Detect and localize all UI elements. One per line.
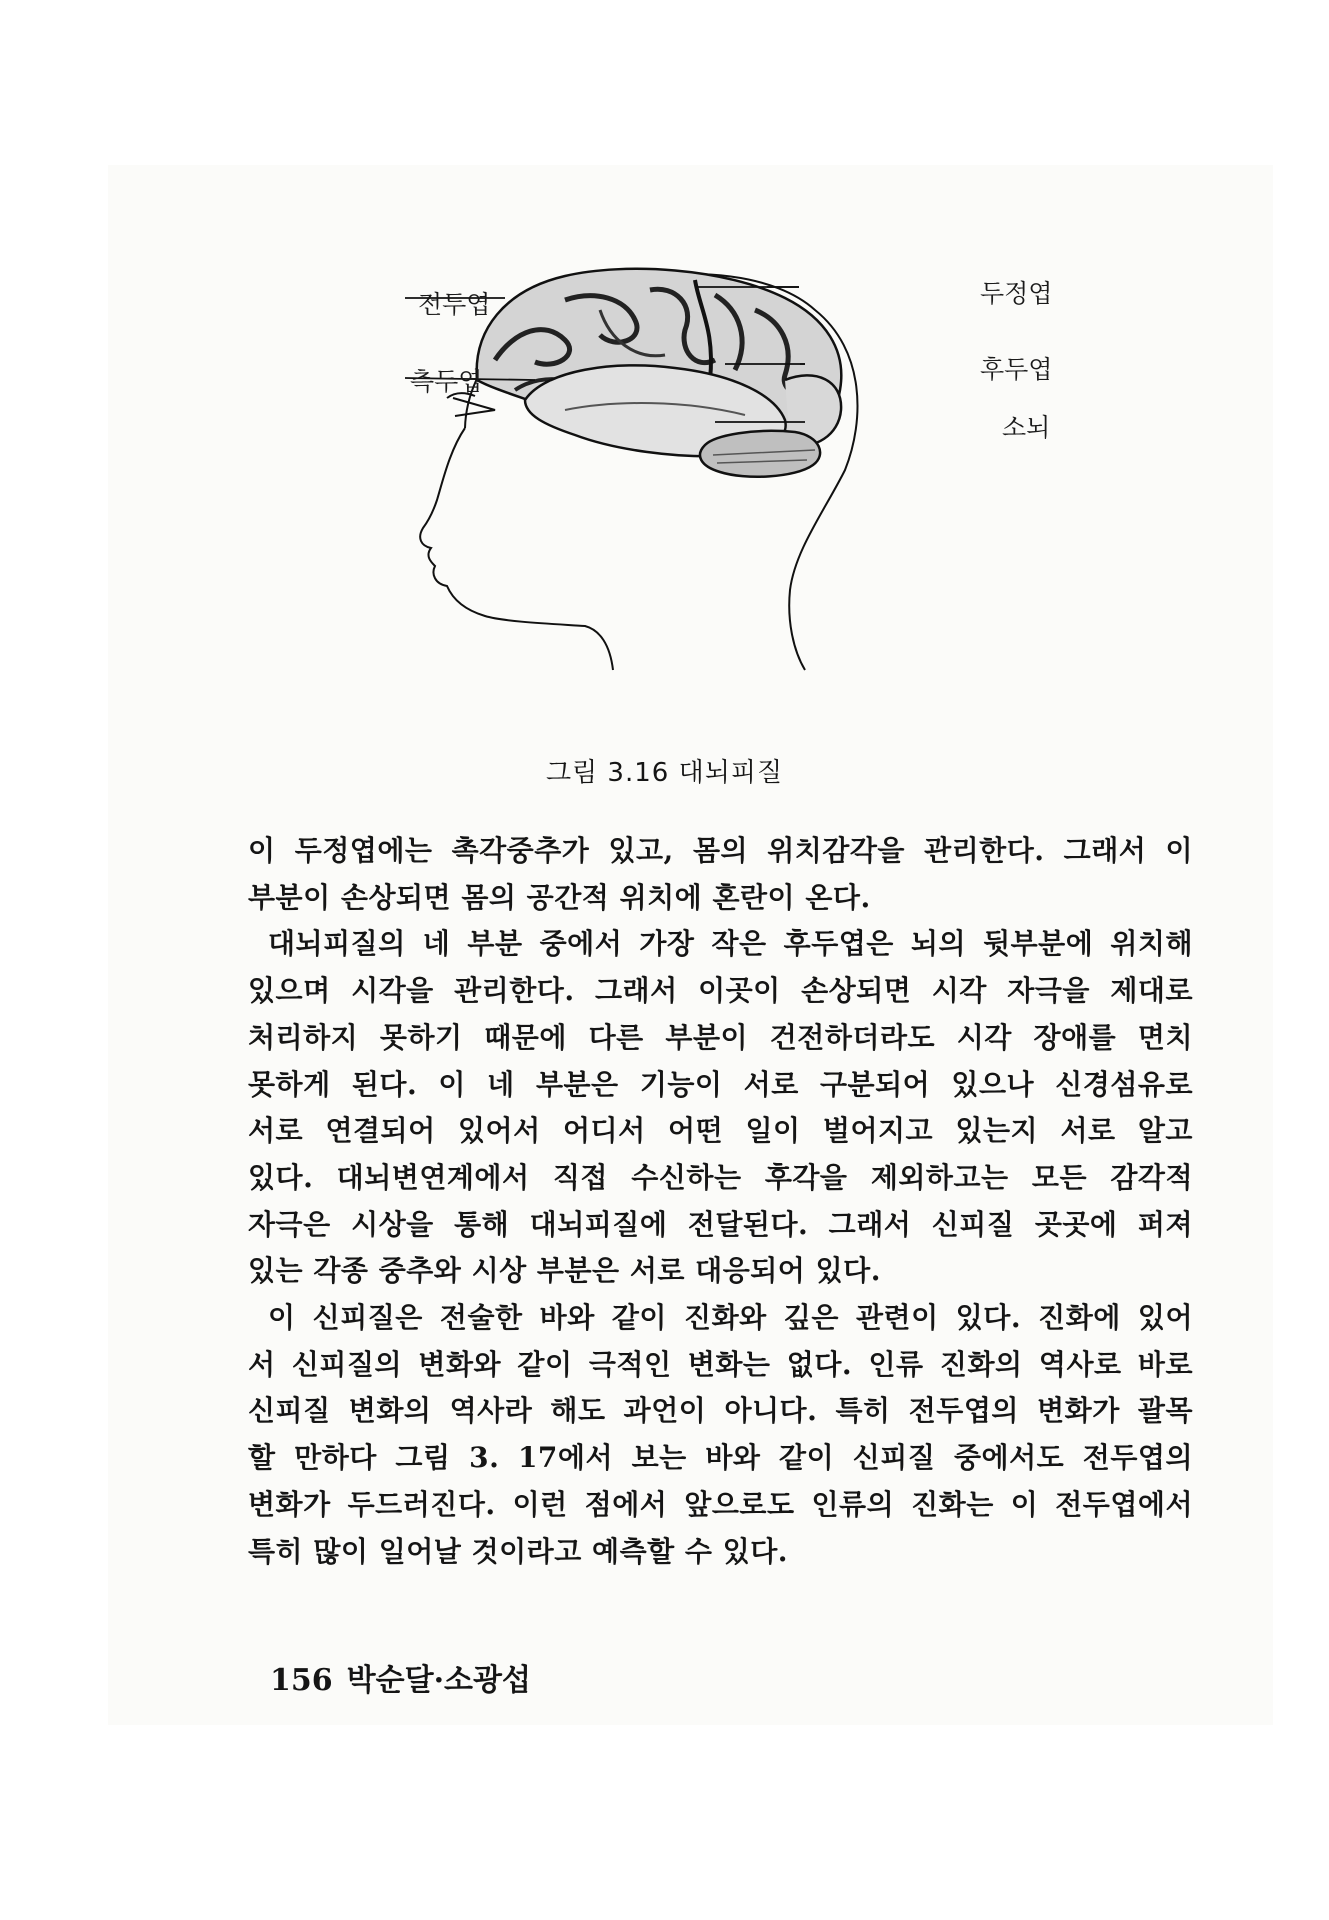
text-line: 신피질 변화의 역사라 해도 과언이 아니다. 특히 전두엽의 변화가 괄목 (248, 1394, 1193, 1428)
text-line: 처리하지 못하기 때문에 다른 부분이 건전하더라도 시각 장애를 면치 (248, 1020, 1193, 1054)
paragraph-2 (248, 921, 1193, 1295)
figure-caption: 그림 3.16 대뇌피질 (545, 758, 784, 788)
text-line: 서 신피질의 변화와 같이 극적인 변화는 없다. 인류 진화의 역사로 바로 (248, 1347, 1193, 1381)
text-line: 이 신피질은 전술한 바와 같이 진화와 깊은 관련이 있다. 진화에 있어 (268, 1301, 1193, 1335)
label-temporal-lobe: 측두엽 (410, 367, 483, 396)
label-parietal-lobe: 두정엽 (980, 279, 1053, 308)
text-line: 있는 각종 중추와 시상 부분은 서로 대응되어 있다. (248, 1254, 881, 1288)
text-line: 특히 많이 일어날 것이라고 예측할 수 있다. (248, 1534, 789, 1568)
page-number: 156 (270, 1663, 333, 1698)
paragraph-3 (248, 1295, 1193, 1575)
page-footer (270, 1655, 531, 1699)
text-line: 대뇌피질의 네 부분 중에서 가장 작은 후두엽은 뇌의 뒷부분에 위치해 (268, 927, 1193, 961)
text-line: 부분이 손상되면 몸의 공간적 위치에 혼란이 온다. (248, 880, 871, 914)
brain-figure (395, 250, 1095, 730)
label-occipital-lobe: 후두엽 (980, 355, 1053, 384)
label-cerebellum: 소뇌 (1002, 413, 1051, 442)
label-frontal-lobe: 전두엽 (418, 290, 491, 319)
text-line: 있다. 대뇌변연계에서 직접 수신하는 후각을 제외하고는 모든 감각적 (248, 1160, 1193, 1194)
author-names: 박순달·소광섭 (346, 1663, 531, 1698)
text-line: 서로 연결되어 있어서 어디서 어떤 일이 벌어지고 있는지 서로 알고 (248, 1114, 1193, 1148)
text-line: 자극은 시상을 통해 대뇌피질에 전달된다. 그래서 신피질 곳곳에 퍼져 (248, 1207, 1193, 1241)
text-line: 할 만하다 그림 3. 17에서 보는 바와 같이 신피질 중에서도 전두엽의 (248, 1441, 1193, 1475)
text-line: 있으며 시각을 관리한다. 그래서 이곳이 손상되면 시각 자극을 제대로 (248, 974, 1193, 1008)
paragraph-1 (248, 828, 1193, 921)
text-line: 변화가 두드러진다. 이런 점에서 앞으로도 인류의 진화는 이 전두엽에서 (248, 1487, 1193, 1521)
brain-illustration (395, 250, 1095, 730)
text-line: 이 두정엽에는 촉각중추가 있고, 몸의 위치감각을 관리한다. 그래서 이 (248, 834, 1193, 867)
body-text (248, 828, 1193, 1575)
text-line: 못하게 된다. 이 네 부분은 기능이 서로 구분되어 있으나 신경섬유로 (248, 1067, 1193, 1101)
